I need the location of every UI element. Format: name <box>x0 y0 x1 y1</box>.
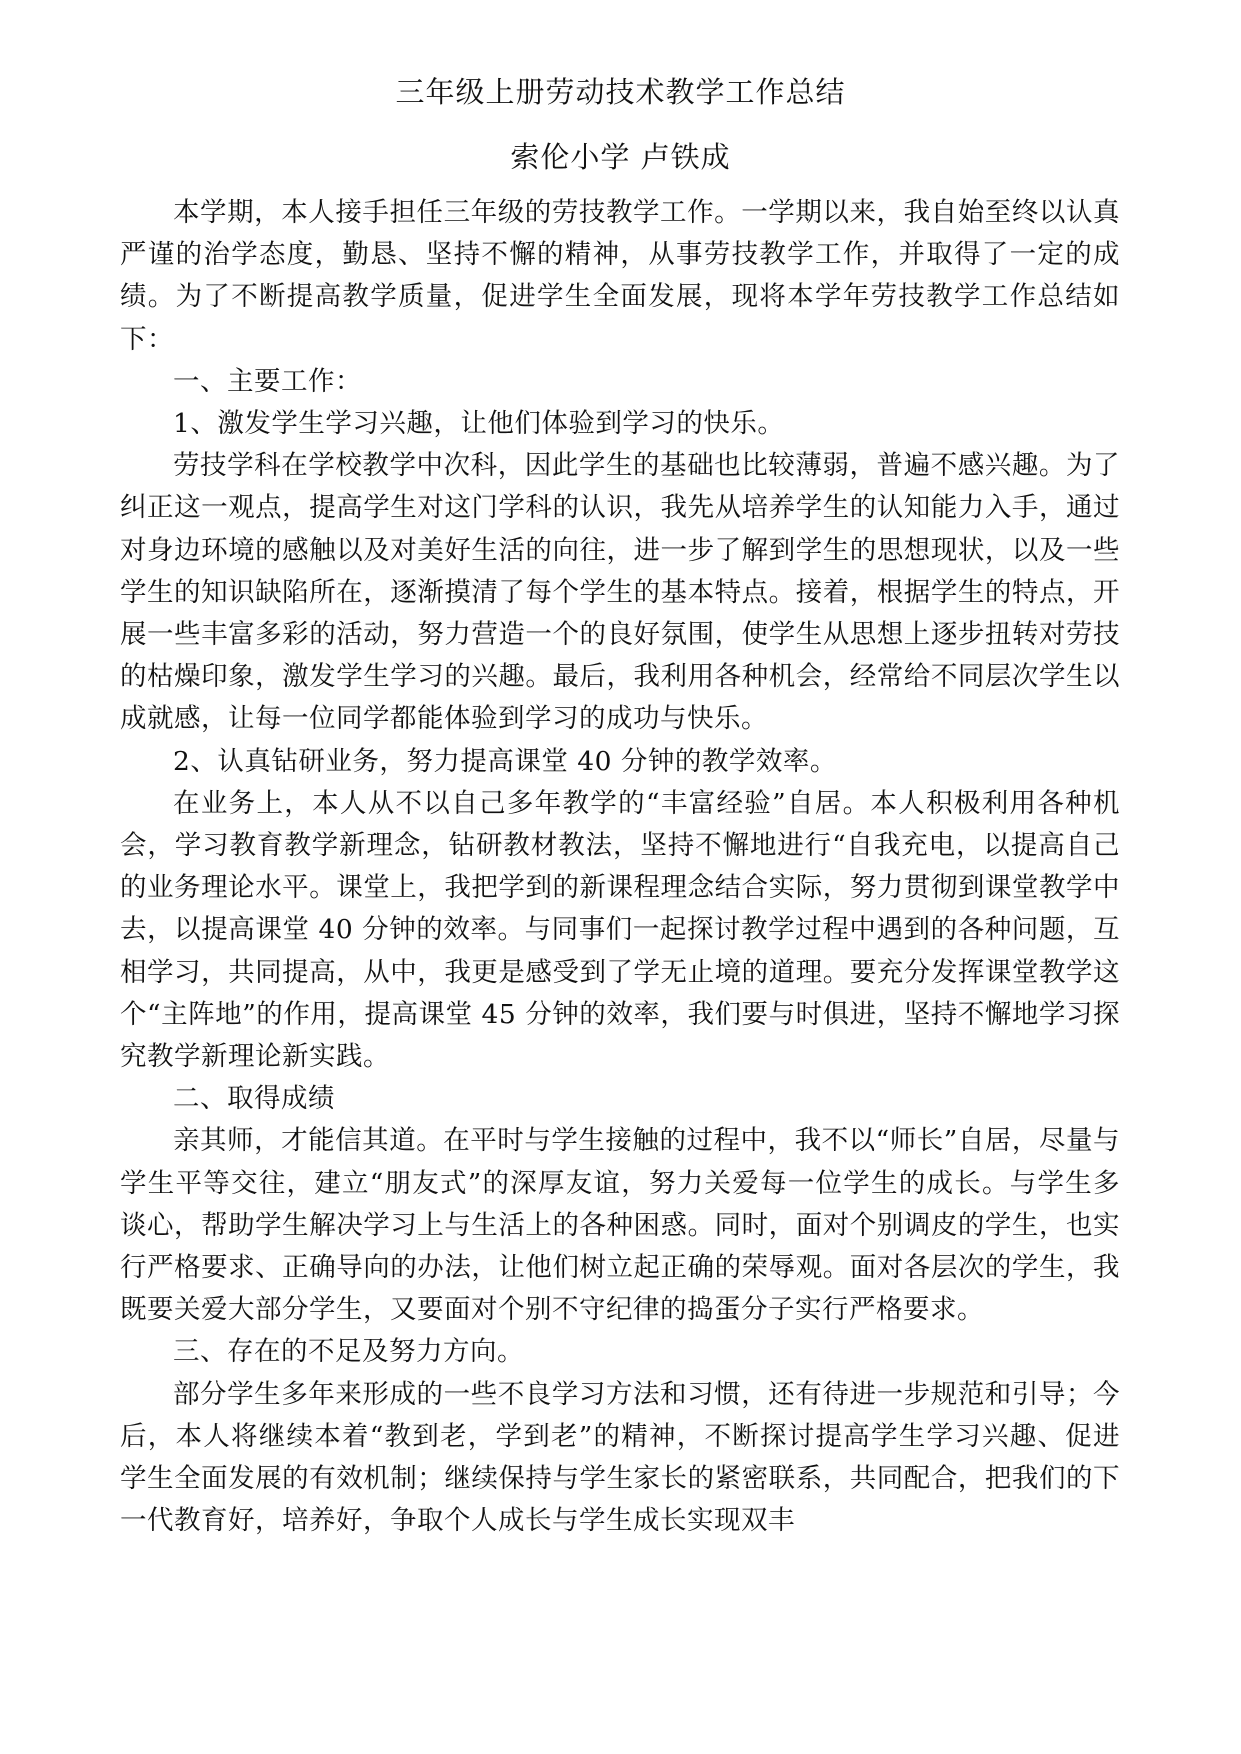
paragraph-interest: 劳技学科在学校教学中次科，因此学生的基础也比较薄弱，普遍不感兴趣。为了纠正这一观点，提高学生对这门学科的认识，我先从培养学生的认知能力入手，通过对身边环境的感触以及对美好生活的向往，进一步了解到学生的思想现状，以及一些学生的知识缺陷所在，逐渐摸清了每个学生的基本特点。接着，根据学生的特点，开展一些丰富多彩的活动，努力营造一个的良好氛围，使学生从思想上逐步扭转对劳技的枯燥印象，激发学生学习的兴趣。最后，我利用各种机会，经常给不同层次学生以成就感，让每一位同学都能体验到学习的成功与快乐。 <box>120 450 1120 735</box>
subheading-interest: 1、激发学生学习兴趣，让他们体验到学习的快乐。 <box>173 408 785 440</box>
paragraph-shortcomings: 部分学生多年来形成的一些不良学习方法和习惯，还有待进一步规范和引导；今后，本人将继续本着“教到老，学到老”的精神，不断探讨提高学生学习兴趣、促进学生全面发展的有效机制；继续保持与学生家长的紧密联系，共同配合，把我们的下一代教育好，培养好，争取个人成长与学生成长实现双丰 <box>120 1378 1120 1537</box>
section-heading-achievements: 二、取得成绩 <box>173 1083 335 1115</box>
paragraph-intro: 本学期，本人接手担任三年级的劳技教学工作。一学期以来，我自始至终以认真严谨的治学态度，勤恳、坚持不懈的精神，从事劳技教学工作，并取得了一定的成绩。为了不断提高教学质量，促进学生全面发展，现将本学年劳技教学工作总结如下： <box>120 197 1120 355</box>
author-line: 索伦小学 卢铁成 <box>510 140 731 174</box>
paragraph-efficiency: 在业务上，本人从不以自己多年教学的“丰富经验”自居。本人积极利用各种机会，学习教育教学新理念，钻研教材教法，坚持不懈地进行“自我充电，以提高自己的业务理论水平。课堂上，我把学到的新课程理念结合实际，努力贯彻到课堂教学中去，以提高课堂 40 分钟的效率。与同事们一起探讨教学过程中遇到的各种问题，互相学习，共同提高，从中，我更是感受到了学无止境的道理。要充分发挥课堂教学这个“主阵地”的作用，提高课堂 45 分钟的效率，我们要与时俱进，坚持不懈地学习探究教学新理论新实践。 <box>120 787 1120 1073</box>
subheading-efficiency: 2、认真钻研业务，努力提高课堂 40 分钟的教学效率。 <box>173 745 837 777</box>
section-heading-main-work: 一、主要工作： <box>173 365 362 397</box>
document-body <box>120 192 1120 1543</box>
section-heading-shortcomings: 三、存在的不足及努力方向。 <box>173 1336 524 1368</box>
document-title: 三年级上册劳动技术教学工作总结 <box>395 75 846 109</box>
paragraph-achievements: 亲其师，才能信其道。在平时与学生接触的过程中，我不以“师长”自居，尽量与学生平等交往，建立“朋友式”的深厚友谊，努力关爱每一位学生的成长。与学生多谈心，帮助学生解决学习上与生活上的各种困惑。同时，面对个别调皮的学生，也实行严格要求、正确导向的办法，让他们树立起正确的荣辱观。面对各层次的学生，我既要关爱大部分学生，又要面对个别不守纪律的捣蛋分子实行严格要求。 <box>120 1125 1120 1326</box>
